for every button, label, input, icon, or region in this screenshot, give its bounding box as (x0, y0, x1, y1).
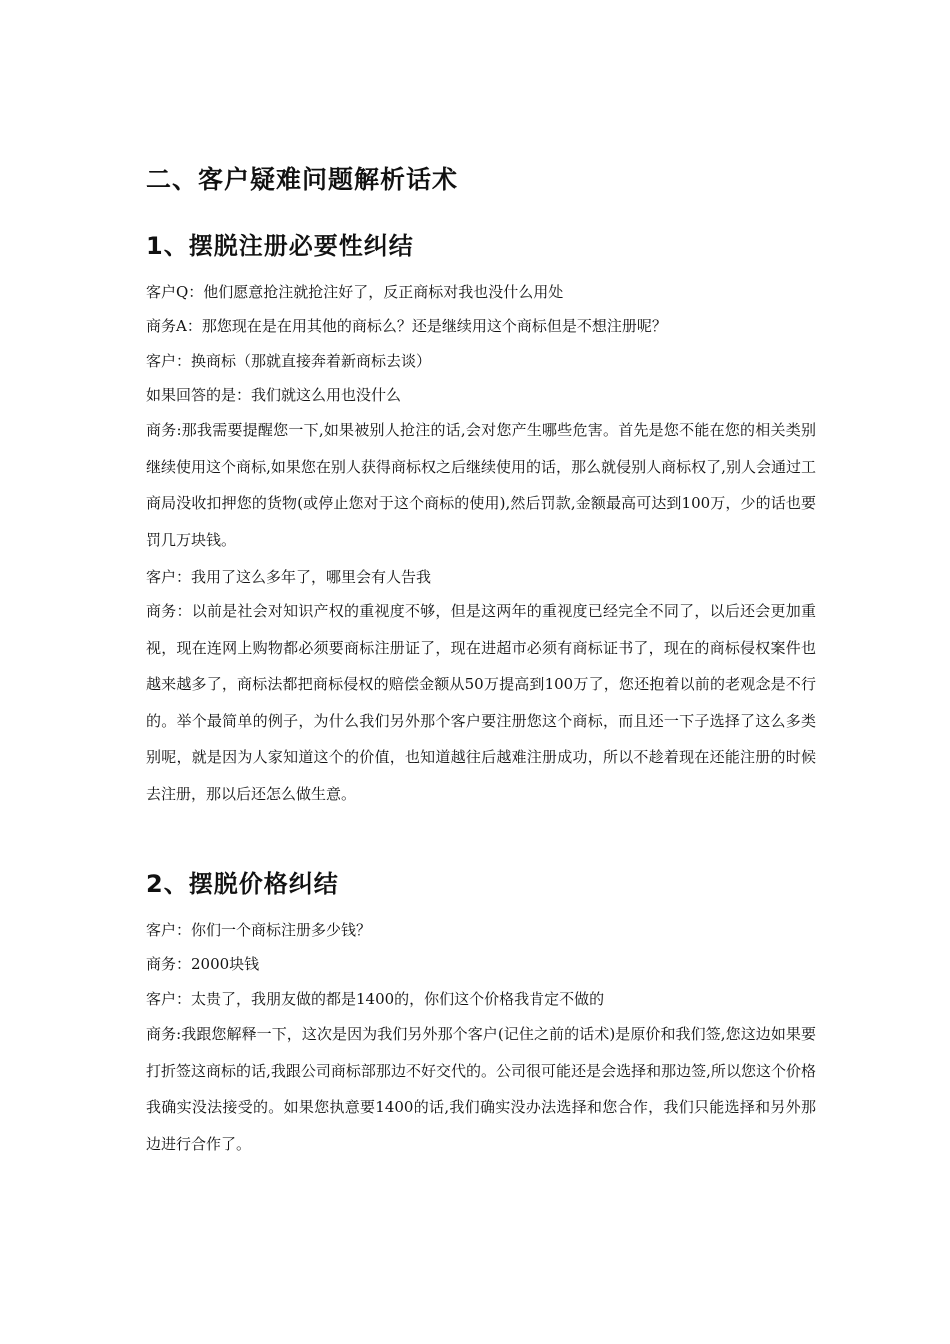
section-1-paragraph-1: 商务:那我需要提醒您一下,如果被别人抢注的话,会对您产生哪些危害。首先是您不能在您的相关类别继续使用这个商标,如果您在别人获得商标权之后继续使用的话，那么就侵别人商标权了,别人会通过工商局没收扣押您的货物(或停止您对于这个商标的使用),然后罚款,金额最高可达到100万，少的话也要罚几万块钱。 (146, 421, 816, 549)
dialogue-line: 如果回答的是：我们就这么用也没什么 (146, 386, 402, 405)
dialogue-line: 客户：你们一个商标注册多少钱？ (146, 921, 372, 939)
dialogue-line: 商务：2000块钱 (146, 955, 260, 974)
section-2-dialogue (146, 913, 816, 1016)
dialogue-line: 客户Q：他们愿意抢注就抢注好了，反正商标对我也没什么用处 (146, 283, 564, 301)
section-2-heading: 2、摆脱价格纠结 (146, 870, 339, 898)
dialogue-line: 客户：我用了这么多年了，哪里会有人告我 (146, 568, 432, 586)
dialogue-line: 客户：换商标（那就直接奔着新商标去谈） (146, 351, 432, 370)
section-1-heading: 1、摆脱注册必要性纠结 (146, 232, 414, 260)
section-2-paragraph: 商务:我跟您解释一下，这次是因为我们另外那个客户(记住之前的话术)是原价和我们签,您这边如果要打折签这商标的话,我跟公司商标部那边不好交代的。公司很可能还是会选择和那边签,所以您这个价格我确实没法接受的。如果您执意要1400的话,我们确实没办法选择和您合作，我们只能选择和另外那边进行合作了。 (146, 1025, 816, 1153)
section-1-dialogue (146, 275, 816, 413)
dialogue-line: 客户：太贵了，我朋友做的都是1400的，你们这个价格我肯定不做的 (146, 989, 605, 1008)
dialogue-line: 商务A：那您现在是在用其他的商标么？还是继续用这个商标但是不想注册呢？ (146, 317, 667, 336)
main-heading: 二、客户疑难问题解析话术 (146, 165, 459, 194)
section-1-paragraph-2: 商务：以前是社会对知识产权的重视度不够，但是这两年的重视度已经完全不同了，以后还会更加重视，现在连网上购物都必须要商标注册证了，现在进超市必须有商标证书了，现在的商标侵权案件也越来越多了，商标法都把商标侵权的赔偿金额从50万提高到100万了，您还抱着以前的老观念是不行的。举个最简单的例子，为什么我们另外那个客户要注册您这个商标，而且还一下子选择了这么多类别呢，就是因为人家知道这个的价值，也知道越往后越难注册成功，所以不趁着现在还能注册的时候去注册，那以后还怎么做生意。 (146, 602, 816, 803)
